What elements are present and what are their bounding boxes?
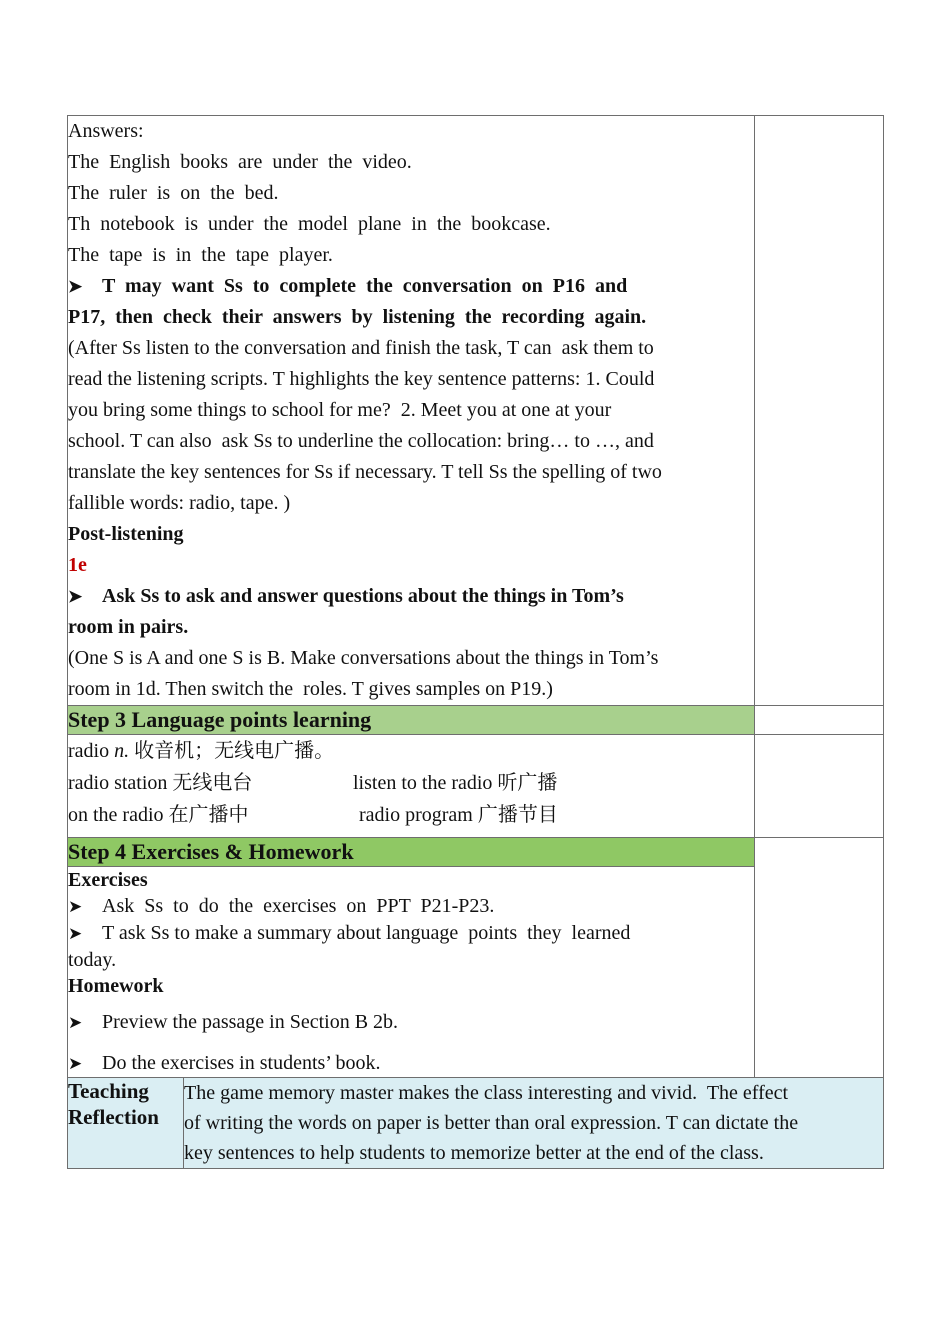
reflection-line: of writing the words on paper is better than oral expression. T can dictate the — [184, 1112, 799, 1134]
side-notes-cell — [755, 706, 884, 735]
reflection-label-line: Teaching — [68, 1079, 149, 1103]
pair-paren-line: (One S is A and one S is B. Make conversations about the things in Tom’s — [68, 647, 659, 669]
step4-title: Step 4 Exercises & Homework — [68, 838, 755, 867]
vocab-meaning: 收音机；无线电广播。 — [134, 740, 335, 762]
bullet-arrow-icon: ➤ — [68, 277, 83, 296]
pair-task-instruction — [68, 581, 754, 612]
vocab-pair-row — [68, 799, 754, 831]
exercise-text: today. — [68, 949, 117, 971]
bullet-arrow-icon: ➤ — [68, 587, 83, 606]
step4-header-row — [68, 838, 884, 867]
answers-label: Answers: — [68, 120, 144, 142]
procedure-cell — [68, 116, 755, 706]
post-listening-heading: Post-listening — [68, 523, 184, 545]
answer-line: Th notebook is under the model plane in the bookcase. — [68, 213, 551, 235]
collocation-right: listen to the radio 听广播 — [353, 772, 558, 794]
answer-line: The ruler is on the bed. — [68, 182, 279, 204]
step3-title: Step 3 Language points learning — [68, 706, 755, 735]
homework-text: Do the exercises in students’ book. — [102, 1052, 381, 1074]
reflection-line: The game memory master makes the class interesting and vivid. The effect — [184, 1082, 789, 1104]
side-notes-cell — [755, 116, 884, 706]
pair-task-line: Ask Ss to ask and answer questions about the things in Tom’s — [102, 585, 624, 607]
paren-line: fallible words: radio, tape. ) — [68, 492, 291, 514]
step3-content-row — [68, 735, 884, 838]
bullet-arrow-icon: ➤ — [68, 924, 83, 943]
bullet-arrow-icon: ➤ — [68, 1013, 83, 1032]
paren-line: school. T can also ask Ss to underline the collocation: bring… to …, and — [68, 430, 654, 452]
reflection-label — [68, 1078, 184, 1169]
homework-item — [68, 1009, 754, 1036]
paren-line: you bring some things to school for me? 2. Meet you at one at your — [68, 399, 612, 421]
section-1e-heading: 1e — [68, 554, 87, 576]
side-notes-cell — [755, 735, 884, 838]
answer-line: The tape is in the tape player. — [68, 244, 333, 266]
reflection-text — [184, 1078, 884, 1169]
paren-line: (After Ss listen to the conversation and finish the task, T can ask them to — [68, 337, 654, 359]
lesson-plan-table — [67, 115, 884, 1169]
bullet-arrow-icon: ➤ — [68, 897, 83, 916]
exercise-item — [68, 920, 754, 947]
homework-heading: Homework — [68, 975, 164, 997]
collocation-right: radio program 广播节目 — [359, 804, 558, 826]
paren-line: read the listening scripts. T highlights the key sentence patterns: 1. Could — [68, 368, 655, 390]
vocab-cell — [68, 735, 755, 838]
reflection-line: key sentences to help students to memorize better at the end of the class. — [184, 1142, 764, 1164]
task-line: P17, then check their answers by listening the recording again. — [68, 306, 647, 328]
collocation-left: radio station 无线电台 — [68, 772, 253, 794]
task-instruction — [68, 271, 754, 302]
exercise-text: T ask Ss to make a summary about language points they learned — [102, 922, 631, 944]
homework-text: Preview the passage in Section B 2b. — [102, 1011, 399, 1033]
exercise-text: Ask Ss to do the exercises on PPT P21-P23. — [102, 895, 495, 917]
exercises-heading: Exercises — [68, 869, 148, 891]
collocation-left: on the radio 在广播中 — [68, 804, 249, 826]
bullet-arrow-icon: ➤ — [68, 1054, 83, 1073]
pair-task-line: room in pairs. — [68, 616, 189, 638]
answer-line: The English books are under the video. — [68, 151, 412, 173]
pair-paren-line: room in 1d. Then switch the roles. T gives samples on P19.) — [68, 678, 553, 700]
reflection-row — [68, 1078, 884, 1169]
procedure-row — [68, 116, 884, 706]
side-notes-cell — [755, 838, 884, 1078]
exercises-cell — [68, 867, 755, 1078]
homework-item — [68, 1050, 754, 1077]
paren-line: translate the key sentences for Ss if necessary. T tell Ss the spelling of two — [68, 461, 662, 483]
exercise-item — [68, 893, 754, 920]
vocab-pair-row — [68, 767, 754, 799]
step3-header-row — [68, 706, 884, 735]
task-line: T may want Ss to complete the conversation on P16 and — [102, 275, 628, 297]
vocab-pos: n. — [114, 740, 130, 762]
reflection-label-line: Reflection — [68, 1105, 159, 1129]
vocab-headword-line — [68, 735, 754, 767]
vocab-word: radio — [68, 740, 110, 762]
